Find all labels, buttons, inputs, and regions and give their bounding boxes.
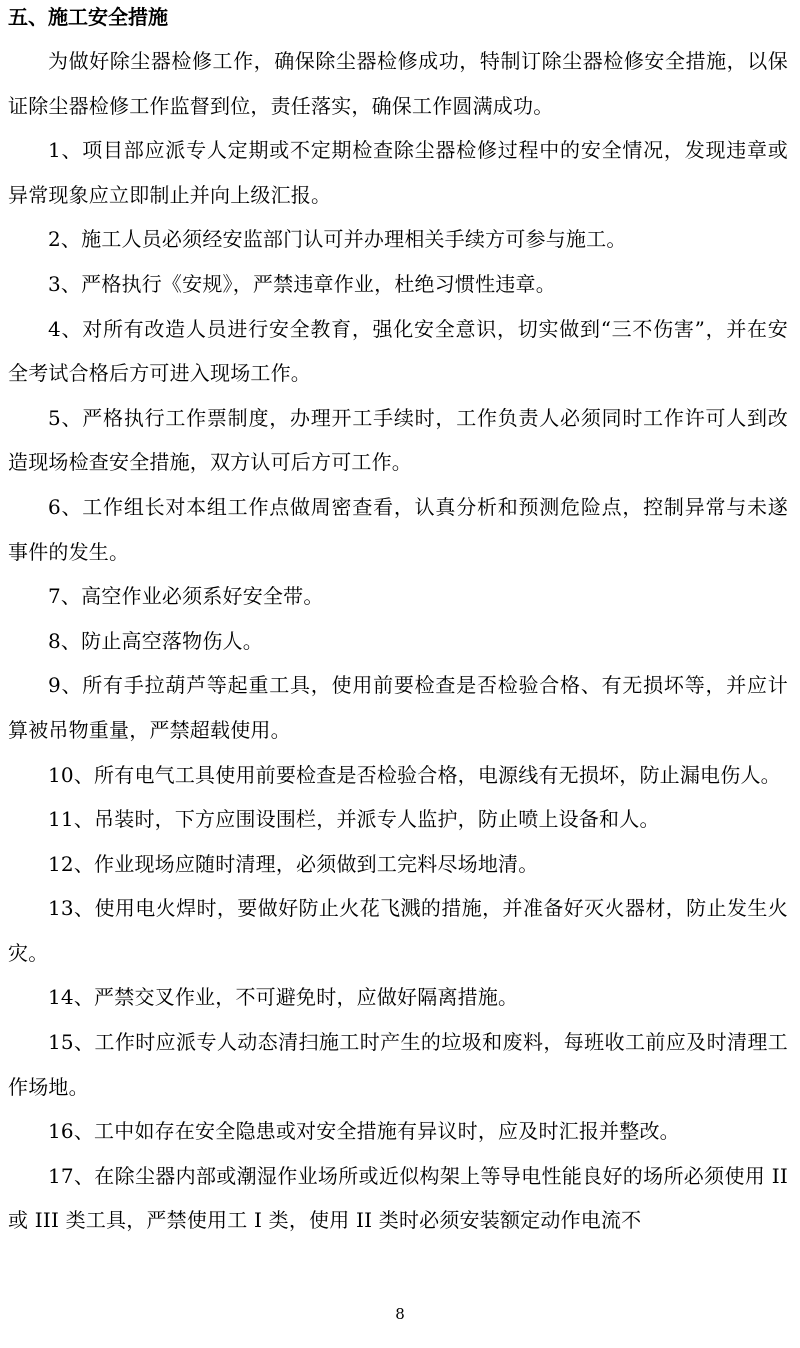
measure-item-8: 8、防止高空落物伤人。 — [48, 628, 263, 653]
measure-item-3: 3、严格执行《安规》，严禁违章作业，杜绝习惯性违章。 — [48, 271, 556, 296]
measure-item-2: 2、施工人员必须经安监部门认可并办理相关手续方可参与施工。 — [48, 227, 627, 252]
measure-item-4: 4、对所有改造人员进行安全教育，强化安全意识，切实做到“三不伤害”，并在安全考试合格后方可进入现场工作。 — [8, 316, 788, 386]
body-text — [8, 39, 788, 1243]
measure-item-11: 11、吊装时，下方应围设围栏，并派专人监护，防止喷上设备和人。 — [48, 807, 660, 832]
measure-item-12: 12、作业现场应随时清理，必须做到工完料尽场地清。 — [48, 851, 539, 876]
measure-item-5: 5、严格执行工作票制度，办理开工手续时，工作负责人必须同时工作许可人到改造现场检查安全措施，双方认可后方可工作。 — [8, 405, 788, 475]
measure-item-16: 16、工中如存在安全隐患或对安全措施有异议时，应及时汇报并整改。 — [48, 1119, 680, 1144]
measure-item-7: 7、高空作业必须系好安全带。 — [48, 584, 324, 609]
measure-item-17: 17、在除尘器内部或潮湿作业场所或近似构架上等导电性能良好的场所必须使用 II 或 III 类工具，严禁使用工 I 类，使用 II 类时必须安装额定动作电流不 — [8, 1163, 788, 1233]
measure-item-14: 14、严禁交叉作业，不可避免时，应做好隔离措施。 — [48, 985, 519, 1010]
section-heading: 五、施工安全措施 — [8, 5, 168, 29]
measure-item-10: 10、所有电气工具使用前要检查是否检验合格，电源线有无损坏，防止漏电伤人。 — [48, 762, 781, 787]
measure-item-13: 13、使用电火焊时，要做好防止火花飞溅的措施，并准备好灭火器材，防止发生火灾。 — [8, 896, 788, 965]
page-number: 8 — [395, 1305, 405, 1323]
measure-item-6: 6、工作组长对本组工作点做周密查看，认真分析和预测危险点，控制异常与未遂事件的发生。 — [8, 494, 788, 564]
measure-item-15: 15、工作时应派专人动态清扫施工时产生的垃圾和废料，每班收工前应及时清理工作场地。 — [8, 1030, 788, 1099]
measure-item-1: 1、项目部应派专人定期或不定期检查除尘器检修过程中的安全情况，发现违章或异常现象应立即制止并向上级汇报。 — [8, 138, 788, 207]
intro-paragraph: 为做好除尘器检修工作，确保除尘器检修成功，特制订除尘器检修安全措施，以保证除尘器检修工作监督到位，责任落实，确保工作圆满成功。 — [8, 49, 788, 118]
measure-item-9: 9、所有手拉葫芦等起重工具，使用前要检查是否检验合格、有无损坏等，并应计算被吊物重量，严禁超载使用。 — [8, 673, 788, 742]
